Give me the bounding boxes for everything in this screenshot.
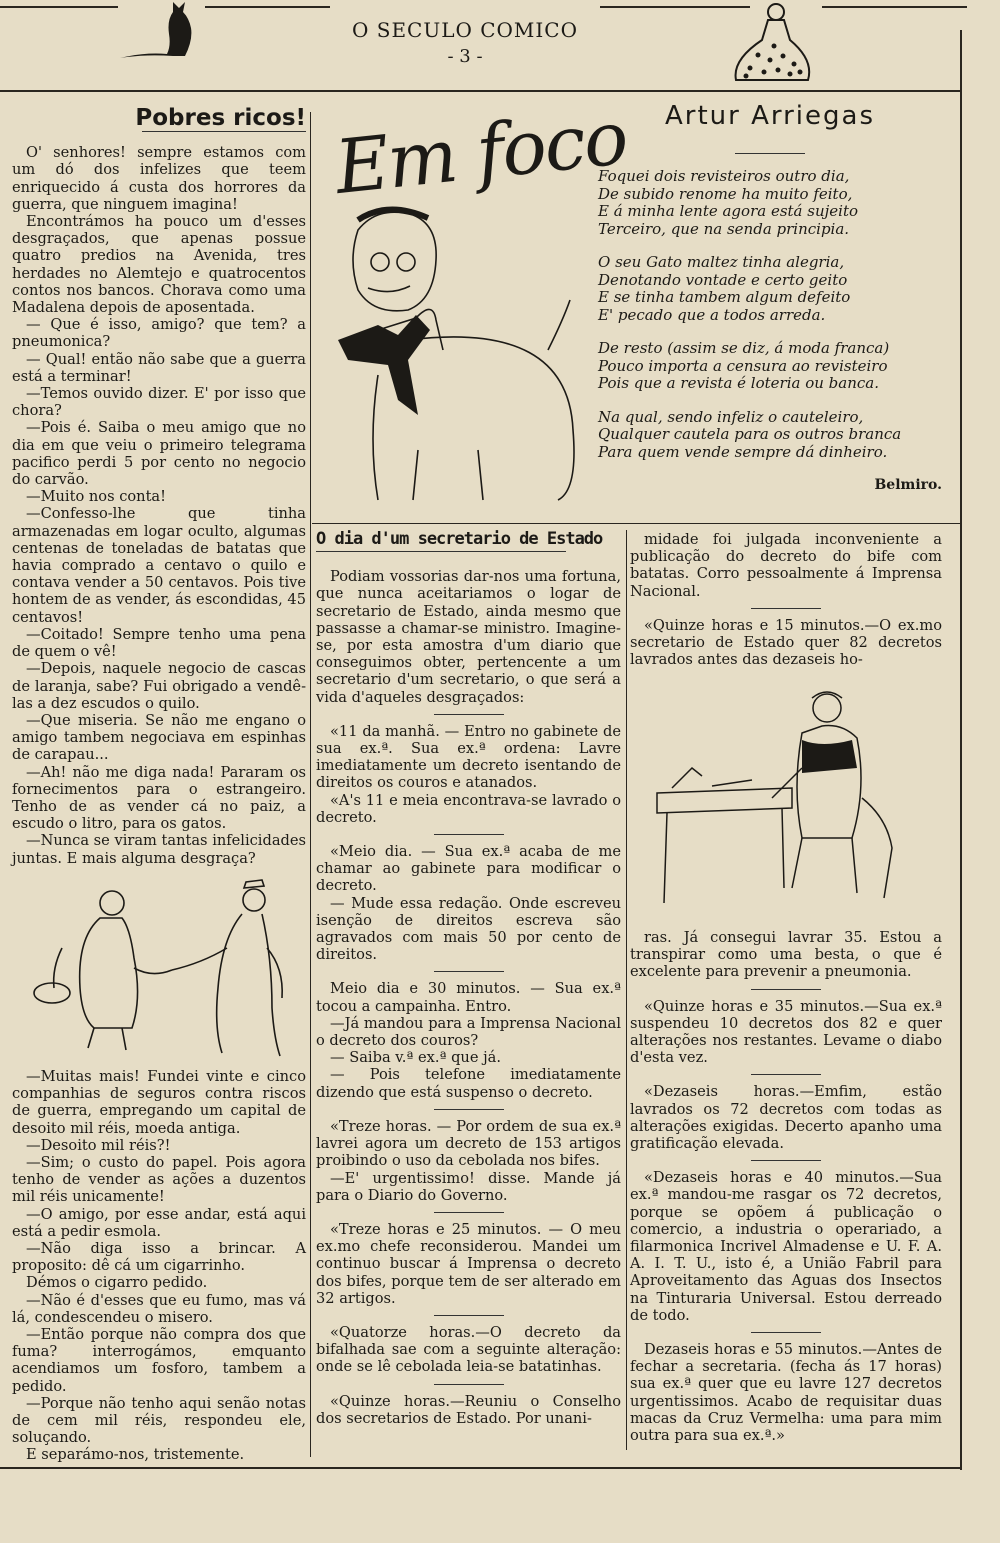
article-body — [630, 929, 942, 1444]
paragraph: —Ah! não me diga nada! Pararam os fornecimentos para o estrangeiro. Tenho de as vender cá no paiz, a escudo o litro, para os gatos. — [12, 763, 306, 833]
paragraph: midade foi julgada inconveniente a publicação do decreto do bife com batatas. Corro pessoalmente á Imprensa Nacional. — [630, 531, 942, 600]
right-border — [960, 30, 962, 1470]
paragraph: «Quinze horas.—Reuniu o Conselho dos secretarios de Estado. Por unani- — [316, 1392, 621, 1427]
article-pobres-ricos — [12, 105, 306, 867]
poem-line: Pois que a revista é loteria ou banca. — [598, 374, 879, 393]
paragraph: «Quatorze horas.—O decreto da bifalhada sae com a seguinte alteração: onde se lê cebolada leia-se batatinhas. — [316, 1323, 621, 1376]
paragraph: —Pois é. Saiba o meu amigo que no dia em que veiu o primeiro telegrama pacifico perdi 5 por cento no negocio do carvão. — [12, 419, 306, 489]
paragraph: Meio dia e 30 minutos. — Sua ex.ª tocou a campainha. Entro. — [316, 980, 621, 1015]
paragraph: —Que miseria. Se não me engano o amigo tambem negociava em espinhas de carapau... — [12, 711, 306, 764]
paragraph: —Nunca se viram tantas infelicidades juntas. E mais alguma desgraça? — [12, 832, 306, 867]
paragraph: «Quinze horas e 15 minutos.—O ex.mo secretario de Estado quer 82 decretos lavrados antes das dezaseis ho- — [630, 616, 942, 669]
paragraph: —Não é d'esses que eu fumo, mas vá lá, condescendeu o misero. — [12, 1291, 306, 1326]
poem-line: De subido renome ha muito feito, — [598, 184, 853, 203]
section-separator — [751, 1074, 821, 1075]
paragraph: —Depois, naquele negocio de cascas de laranja, sabe? Fui obrigado a vendê-las a dez escudos o quilo. — [12, 660, 306, 712]
article-secretario-col2a — [630, 531, 942, 668]
title-underline — [142, 131, 306, 132]
paragraph: —Muito nos conta! — [26, 488, 166, 506]
paragraph: —Confesso-lhe que tinha armazenadas em logar oculto, algumas centenas de toneladas de batatas que havia comprado a centavo o quilo e contava vender a 50 centavos. Pois tive hontem de as vender, ás escondidas, 45 centavos! — [12, 505, 306, 626]
section-separator — [751, 1160, 821, 1161]
poem-line: De resto (assim se diz, á moda franca) — [598, 339, 890, 358]
poem-line: Para quem vende sempre dá dinheiro. — [598, 442, 888, 461]
paragraph: — Saiba v.ª ex.ª que já. — [330, 1049, 501, 1067]
title-underline — [316, 551, 566, 552]
lady-figure-icon — [728, 0, 818, 85]
section-separator — [434, 1315, 504, 1316]
masthead — [300, 18, 630, 67]
paragraph: —Sim; o custo do papel. Pois agora tenho de vender as ações a duzentos mil réis unicamente! — [12, 1154, 306, 1206]
paragraph: — Mude essa redação. Onde escreveu isenção de direitos escreva são agravados com mais 50 por cento de direitos. — [316, 894, 621, 964]
poem-line: E' pecado que a todos arreda. — [598, 305, 826, 324]
poem-body — [598, 168, 942, 461]
paragraph: —E' urgentissimo! disse. Mande já para o Diario do Governo. — [316, 1169, 621, 1204]
poem-stanza — [598, 254, 942, 324]
article-title: O dia d'um secretario de Estado — [316, 529, 603, 549]
paragraph: — Pois telefone imediatamente dizendo que está suspenso o decreto. — [316, 1066, 621, 1101]
paragraph: O' senhores! sempre estamos com um dó dos infelizes que teem enriquecido á custa dos horrores da guerra, que ninguem imagina! — [12, 144, 306, 213]
poem-line: Na qual, sendo infeliz o cauteleiro, — [598, 407, 864, 426]
paragraph: «Treze horas e 25 minutos. — O meu ex.mo chefe reconsiderou. Mandei um continuo buscar á Imprensa o decreto dos bifes, porque tem de ser alterado em 32 artigos. — [316, 1220, 621, 1307]
poem-stanza — [598, 340, 942, 393]
poem-line: O seu Gato maltez tinha alegria, — [598, 253, 845, 272]
section-separator — [434, 1109, 504, 1110]
poem-line: E se tinha tambem algum defeito — [598, 288, 851, 307]
paragraph: «Dezaseis horas e 40 minutos.—Sua ex.ª mandou-me rasgar os 72 decretos, porque se opõem á publicação o comercio, a industria o operariado, a filarmonica Incrivel Almadense e U. F. A. A. I. T. U., isto é, a União Fabril para Aproveitamento das Aguas dos Insectos na Tinturaria Universal. Estou derreado de todo. — [630, 1169, 942, 1324]
section-separator — [751, 989, 821, 990]
section-separator — [434, 1212, 504, 1213]
paragraph: «Treze horas. — Por ordem de sua ex.ª lavrei agora um decreto de 153 artigos proibindo o uso da cebolada nos bifes. — [316, 1117, 621, 1170]
paragraph: —Então porque não compra dos que fuma? interrogámos, emquanto acendiamos um fosforo, tambem a pedido. — [12, 1326, 306, 1395]
poem-line: Qualquer cautela para os outros branca — [598, 425, 902, 444]
column-divider-left — [310, 112, 311, 1457]
paragraph: ras. Já consegui lavrar 35. Estou a transpirar como uma besta, o que é excelente para prevenir a pneumonia. — [630, 929, 942, 981]
top-rule-right — [822, 6, 967, 8]
article-secretario-col1 — [316, 531, 621, 1427]
paragraph: —Temos ouvido dizer. E' por isso que chora? — [12, 385, 306, 420]
paragraph: —Muitas mais! Fundei vinte e cinco companhias de seguros contra riscos de guerra, empregando um capital de desoito mil réis, moeda antiga. — [12, 1068, 306, 1137]
paragraph: —Já mandou para a Imprensa Nacional o decreto dos couros? — [316, 1014, 621, 1050]
paragraph: E separámo-nos, tristemente. — [26, 1446, 245, 1464]
two-men-handshake-illustration — [22, 878, 300, 1063]
cat-logo-icon — [115, 0, 210, 65]
paragraph: «Meio dia. — Sua ex.ª acaba de me chamar ao gabinete para modificar o decreto. — [316, 843, 621, 895]
article-secretario-col2b — [630, 929, 942, 1444]
poem-stanza — [598, 409, 942, 462]
paragraph: — Qual! então não sabe que a guerra está a terminar! — [12, 350, 306, 385]
paragraph: —Coitado! Sempre tenho uma pena de quem o vê! — [12, 625, 306, 661]
section-separator — [751, 608, 821, 609]
poem-line: Terceiro, que na senda principia. — [598, 219, 850, 238]
paragraph: «Quinze horas e 35 minutos.—Sua ex.ª suspendeu 10 decretos dos 82 e quer alterações nos restantes. Levame o diabo d'esta vez. — [630, 997, 942, 1067]
publication-title: O SECULO COMICO — [351, 18, 579, 42]
section-separator — [751, 1332, 821, 1333]
paragraph: —O amigo, por esse andar, está aqui está a pedir esmola. — [12, 1205, 306, 1240]
poem-author: Belmiro. — [874, 477, 942, 494]
paragraph: Podiam vossorias dar-nos uma fortuna, que nunca aceitariamos o logar de secretario de Estado, ainda mesmo que passasse a chamar-se ministro. Imagine-se, por esta amostra d'um diario que conseguimos obter, pertencente a um secretario d'um secretario, o que será a vida d'aqueles desgraçados: — [316, 568, 621, 706]
paragraph: Dezaseis horas e 55 minutos.—Antes de fechar a secretaria. (fecha ás 17 horas) sua ex.ª quer que eu lavre 127 decretos urgentissimos. Acabo de requisitar duas macas da Cruz Vermelha: uma para mim outra para sua ex.ª.» — [630, 1341, 942, 1445]
article-body — [630, 531, 942, 668]
section-separator — [434, 834, 504, 835]
poem-line: E á minha lente agora está sujeito — [598, 202, 859, 221]
clerk-at-desk-illustration — [652, 688, 902, 918]
paragraph: Encontrámos ha pouco um d'esses desgraçados, que apenas possue quatro predios na Avenida, tres herdades no Alemtejo e quatrocentos contos nos bancos. Chorava como uma Madalena depois de aposentada. — [12, 213, 306, 317]
header-rule — [0, 90, 960, 92]
page-number: - 3 - — [447, 46, 483, 67]
bottom-rule — [0, 1467, 962, 1469]
caricature-illustration — [318, 200, 588, 510]
paragraph: Démos o cigarro pedido. — [26, 1274, 208, 1292]
article-pobres-ricos-continued — [12, 1068, 306, 1464]
top-rule-left — [0, 6, 118, 8]
poem-line: Foquei dois revisteiros outro dia, — [598, 167, 850, 186]
mid-rule — [312, 523, 960, 524]
section-separator — [434, 714, 504, 715]
article-body — [12, 144, 306, 867]
poem-line: Denotando vontade e certo geito — [598, 270, 848, 289]
paragraph: —Desoito mil réis?! — [26, 1136, 171, 1154]
poem-artur-arriegas — [598, 101, 942, 494]
paragraph: «A's 11 e meia encontrava-se lavrado o decreto. — [316, 791, 621, 826]
paragraph: —Não diga isso a brincar. A proposito: dê cá um cigarrinho. — [12, 1240, 306, 1275]
paragraph: — Que é isso, amigo? que tem? a pneumonica? — [12, 316, 306, 351]
column-divider-right — [626, 530, 627, 1450]
paragraph: —Porque não tenho aqui senão notas de cem mil réis, respondeu ele, soluçando. — [12, 1394, 306, 1447]
top-rule-mid-left — [205, 6, 330, 8]
poem-stanza — [598, 168, 942, 238]
poem-separator — [735, 153, 805, 154]
section-separator — [434, 1384, 504, 1385]
em-foco-title: Em foco — [331, 94, 631, 212]
article-body — [316, 568, 621, 1427]
article-title: Pobres ricos! — [135, 105, 306, 131]
section-separator — [434, 971, 504, 972]
poem-line: Pouco importa a censura ao revisteiro — [598, 356, 888, 375]
paragraph: «11 da manhã. — Entro no gabinete de sua ex.ª. Sua ex.ª ordena: Lavre imediatamente um decreto isentando de direitos os couros e atanados. — [316, 722, 621, 792]
article-body-continued — [12, 1068, 306, 1464]
paragraph: «Dezaseis horas.—Emfim, estão lavrados os 72 decretos com todas as alterações exigidas. Decerto apanho uma gratificação elevada. — [630, 1083, 942, 1153]
poem-title: Artur Arriegas — [664, 101, 875, 131]
